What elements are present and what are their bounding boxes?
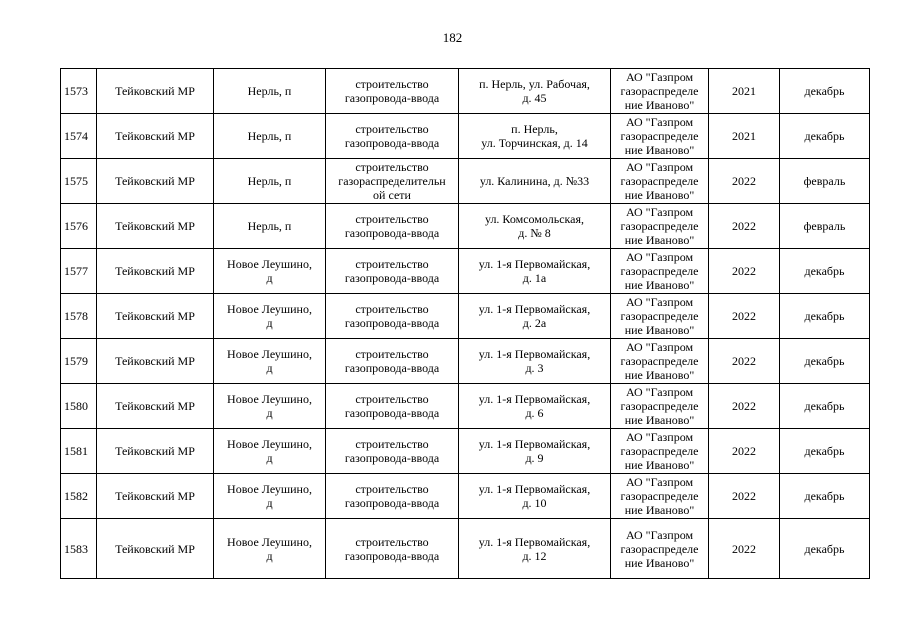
work-type: строительство газопровода-ввода	[344, 534, 440, 563]
year-cell	[709, 249, 780, 294]
district-cell	[97, 384, 214, 429]
district: Тейковский МР	[115, 444, 195, 458]
district: Тейковский МР	[115, 354, 195, 368]
work-type: строительство газопровода-ввода	[344, 347, 440, 375]
company-cell	[611, 429, 709, 474]
table-row	[61, 339, 870, 384]
row-number-cell	[61, 339, 97, 384]
table-row	[61, 384, 870, 429]
row-number-cell	[61, 159, 97, 204]
work-type-cell	[326, 294, 459, 339]
company-cell	[611, 114, 709, 159]
year: 2021	[732, 129, 756, 143]
work-type-cell	[326, 159, 459, 204]
row-number: 1576	[64, 219, 88, 233]
month: декабрь	[804, 489, 845, 503]
table-row	[61, 159, 870, 204]
company: АО "Газпром газораспределе ние Иваново"	[620, 70, 699, 112]
table-body	[61, 69, 870, 579]
work-type-cell	[326, 474, 459, 519]
row-number-cell	[61, 114, 97, 159]
settlement: Нерль, п	[247, 174, 292, 188]
district: Тейковский МР	[115, 174, 195, 188]
month-cell	[780, 204, 870, 249]
month-cell	[780, 69, 870, 114]
district-cell	[97, 69, 214, 114]
year-cell	[709, 384, 780, 429]
address-cell	[459, 519, 611, 579]
year: 2022	[732, 174, 756, 188]
work-type: строительство газопровода-ввода	[344, 77, 440, 105]
table-row	[61, 249, 870, 294]
row-number: 1574	[64, 129, 88, 143]
settlement: Новое Леушино, д	[227, 257, 312, 285]
table-row	[61, 474, 870, 519]
work-type-cell	[326, 519, 459, 579]
year-cell	[709, 159, 780, 204]
row-number-cell	[61, 204, 97, 249]
district-cell	[97, 339, 214, 384]
month: декабрь	[804, 309, 845, 323]
address-cell	[459, 384, 611, 429]
year: 2022	[732, 489, 756, 503]
row-number: 1579	[64, 354, 88, 368]
work-type-cell	[326, 249, 459, 294]
company-cell	[611, 294, 709, 339]
work-type-cell	[326, 204, 459, 249]
work-type-cell	[326, 429, 459, 474]
row-number: 1577	[64, 264, 88, 278]
address: ул. 1-я Первомайская, д. 2а	[478, 302, 591, 330]
district-cell	[97, 474, 214, 519]
month-cell	[780, 294, 870, 339]
row-number: 1575	[64, 174, 88, 188]
year-cell	[709, 294, 780, 339]
address-cell	[459, 339, 611, 384]
company: АО "Газпром газораспределе ние Иваново"	[620, 385, 699, 427]
work-type: строительство газопровода-ввода	[344, 122, 440, 150]
company-cell	[611, 159, 709, 204]
address-cell	[459, 204, 611, 249]
settlement: Новое Леушино, д	[227, 302, 312, 330]
year: 2021	[732, 84, 756, 98]
settlement-cell	[214, 69, 326, 114]
table-row	[61, 519, 870, 579]
settlement-cell	[214, 159, 326, 204]
table-row	[61, 294, 870, 339]
address-cell	[459, 474, 611, 519]
district: Тейковский МР	[115, 309, 195, 323]
address: ул. 1-я Первомайская, д. 3	[478, 347, 591, 375]
table-row	[61, 69, 870, 114]
company: АО "Газпром газораспределе ние Иваново"	[620, 527, 699, 570]
address-cell	[459, 429, 611, 474]
table-row	[61, 429, 870, 474]
work-type-cell	[326, 384, 459, 429]
settlement-cell	[214, 114, 326, 159]
row-number-cell	[61, 249, 97, 294]
settlement-cell	[214, 249, 326, 294]
year-cell	[709, 474, 780, 519]
year-cell	[709, 114, 780, 159]
district-cell	[97, 249, 214, 294]
district-cell	[97, 204, 214, 249]
company: АО "Газпром газораспределе ние Иваново"	[620, 160, 699, 202]
month-cell	[780, 159, 870, 204]
year: 2022	[732, 399, 756, 413]
year: 2022	[732, 264, 756, 278]
company: АО "Газпром газораспределе ние Иваново"	[620, 475, 699, 517]
district: Тейковский МР	[115, 129, 195, 143]
month: декабрь	[804, 354, 845, 368]
month-cell	[780, 429, 870, 474]
month: декабрь	[804, 399, 845, 413]
year-cell	[709, 69, 780, 114]
settlement: Нерль, п	[247, 219, 292, 233]
work-type: строительство газопровода-ввода	[344, 437, 440, 465]
month: февраль	[803, 174, 846, 188]
settlement: Новое Леушино, д	[227, 534, 312, 563]
year: 2022	[732, 444, 756, 458]
district-cell	[97, 519, 214, 579]
row-number-cell	[61, 384, 97, 429]
month: декабрь	[804, 444, 845, 458]
year: 2022	[732, 541, 756, 556]
address: ул. 1-я Первомайская, д. 10	[478, 482, 591, 510]
year: 2022	[732, 354, 756, 368]
work-type-cell	[326, 339, 459, 384]
month-cell	[780, 474, 870, 519]
settlement-cell	[214, 384, 326, 429]
settlement: Новое Леушино, д	[227, 347, 312, 375]
company-cell	[611, 339, 709, 384]
company-cell	[611, 384, 709, 429]
district-cell	[97, 429, 214, 474]
month-cell	[780, 249, 870, 294]
company: АО "Газпром газораспределе ние Иваново"	[620, 205, 699, 247]
company-cell	[611, 519, 709, 579]
address-cell	[459, 294, 611, 339]
company-cell	[611, 249, 709, 294]
work-type: строительство газопровода-ввода	[344, 302, 440, 330]
address: ул. 1-я Первомайская, д. 9	[478, 437, 591, 465]
year-cell	[709, 429, 780, 474]
address: ул. Калинина, д. №33	[479, 174, 590, 188]
page-number: 182	[442, 30, 463, 45]
company-cell	[611, 69, 709, 114]
row-number: 1580	[64, 399, 88, 413]
district: Тейковский МР	[115, 399, 195, 413]
row-number-cell	[61, 519, 97, 579]
address-cell	[459, 159, 611, 204]
row-number: 1573	[64, 84, 88, 98]
work-type: строительство газопровода-ввода	[344, 482, 440, 510]
month-cell	[780, 114, 870, 159]
address: ул. 1-я Первомайская, д. 1а	[478, 257, 591, 285]
address-cell	[459, 249, 611, 294]
row-number-cell	[61, 294, 97, 339]
settlement-cell	[214, 429, 326, 474]
company: АО "Газпром газораспределе ние Иваново"	[620, 295, 699, 337]
year: 2022	[732, 309, 756, 323]
work-type: строительство газопровода-ввода	[344, 257, 440, 285]
row-number: 1578	[64, 309, 88, 323]
year-cell	[709, 339, 780, 384]
settlement-cell	[214, 294, 326, 339]
settlement-cell	[214, 339, 326, 384]
district: Тейковский МР	[115, 264, 195, 278]
company: АО "Газпром газораспределе ние Иваново"	[620, 430, 699, 472]
address: ул. 1-я Первомайская, д. 12	[478, 534, 591, 563]
company-cell	[611, 204, 709, 249]
month: декабрь	[804, 84, 845, 98]
row-number: 1581	[64, 444, 88, 458]
address: п. Нерль, ул. Торчинская, д. 14	[481, 122, 588, 150]
district: Тейковский МР	[115, 219, 195, 233]
gas-works-table	[60, 68, 870, 579]
company-cell	[611, 474, 709, 519]
work-type: строительство газопровода-ввода	[344, 392, 440, 420]
settlement-cell	[214, 204, 326, 249]
district: Тейковский МР	[115, 489, 195, 503]
work-type: строительство газораспределительн ой сети	[338, 160, 446, 202]
settlement-cell	[214, 519, 326, 579]
company: АО "Газпром газораспределе ние Иваново"	[620, 340, 699, 382]
settlement-cell	[214, 474, 326, 519]
year: 2022	[732, 219, 756, 233]
district-cell	[97, 294, 214, 339]
row-number: 1582	[64, 489, 88, 503]
district: Тейковский МР	[115, 84, 195, 98]
address: ул. 1-я Первомайская, д. 6	[478, 392, 591, 420]
month: декабрь	[804, 129, 845, 143]
year-cell	[709, 519, 780, 579]
settlement: Новое Леушино, д	[227, 392, 312, 420]
month-cell	[780, 339, 870, 384]
month: декабрь	[804, 541, 845, 556]
row-number-cell	[61, 474, 97, 519]
company: АО "Газпром газораспределе ние Иваново"	[620, 115, 699, 157]
address-cell	[459, 114, 611, 159]
district-cell	[97, 114, 214, 159]
settlement: Нерль, п	[247, 84, 292, 98]
month: февраль	[803, 219, 846, 233]
work-type: строительство газопровода-ввода	[344, 212, 440, 240]
work-type-cell	[326, 69, 459, 114]
settlement: Нерль, п	[247, 129, 292, 143]
month: декабрь	[804, 264, 845, 278]
settlement: Новое Леушино, д	[227, 437, 312, 465]
address: п. Нерль, ул. Рабочая, д. 45	[479, 77, 590, 105]
table-row	[61, 114, 870, 159]
year-cell	[709, 204, 780, 249]
row-number-cell	[61, 429, 97, 474]
district: Тейковский МР	[115, 541, 195, 556]
row-number: 1583	[64, 541, 88, 556]
month-cell	[780, 519, 870, 579]
table-row	[61, 204, 870, 249]
month-cell	[780, 384, 870, 429]
address: ул. Комсомольская, д. № 8	[484, 212, 585, 240]
company: АО "Газпром газораспределе ние Иваново"	[620, 250, 699, 292]
settlement: Новое Леушино, д	[227, 482, 312, 510]
district-cell	[97, 159, 214, 204]
row-number-cell	[61, 69, 97, 114]
address-cell	[459, 69, 611, 114]
work-type-cell	[326, 114, 459, 159]
